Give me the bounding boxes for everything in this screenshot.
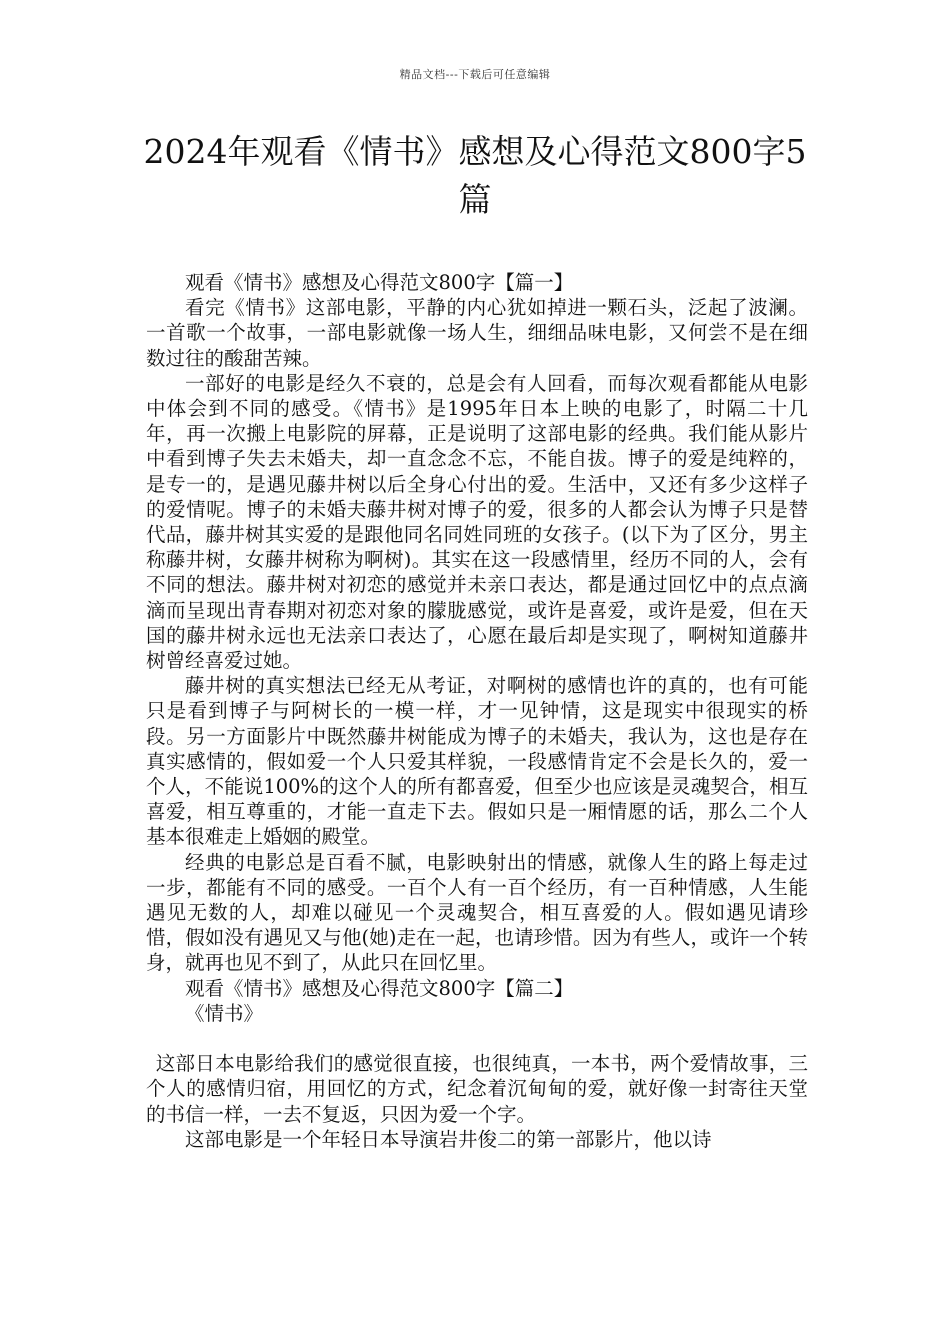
- blank-line: [146, 1026, 808, 1051]
- paragraph: 这部电影是一个年轻日本导演岩井俊二的第一部影片，他以诗: [185, 1127, 712, 1151]
- header-note: 精品文档---下载后可任意编辑: [399, 68, 551, 81]
- paragraph: 这部日本电影给我们的感觉很直接，也很纯真，一本书，两个爱情故事，三个人的感情归宿，用回忆的方式，纪念着沉甸甸的爱，就好像一封寄往天堂的书信一样，一去不复返，只因为爱一个字。: [146, 1052, 808, 1126]
- paragraph: 经典的电影总是百看不腻，电影映射出的情感，就像人生的路上每走过一步，都能有不同的感受。一百个人有一百个经历，有一百种情感，人生能遇见无数的人，却难以碰见一个灵魂契合，相互喜爱的人。假如遇见请珍惜，假如没有遇见又与他(她)走在一起，也请珍惜。因为有些人，或许一个转身，就再也见不到了，从此只在回忆里。: [146, 850, 808, 975]
- document-title: 2024年观看《情书》感想及心得范文800字5篇: [143, 132, 807, 219]
- section-1-heading: 观看《情书》感想及心得范文800字【篇一】: [185, 271, 574, 294]
- paragraph: 藤井树的真实想法已经无从考证，对啊树的感情也许的真的，也有可能只是看到博子与阿树长的一模一样，才一见钟情，这是现实中很现实的桥段。另一方面影片中既然藤井树能成为博子的未婚夫，我认为，这也是存在真实感情的，假如爱一个人只爱其样貌，一段感情肯定不会是长久的，爱一个人，不能说100%的这个人的所有都喜爱，但至少也应该是灵魂契合，相互喜爱，相互尊重的，才能一直走下去。假如只是一厢情愿的话，那么二个人基本很难走上婚姻的殿堂。: [146, 674, 808, 849]
- section-2-heading: 观看《情书》感想及心得范文800字【篇二】: [185, 976, 574, 1000]
- paragraph: 一部好的电影是经久不衰的，总是会有人回看，而每次观看都能从电影中体会到不同的感受。《情书》是1995年日本上映的电影了，时隔二十几年，再一次搬上电影院的屏幕，正是说明了这部电影的经典。我们能从影片中看到博子失去未婚夫，却一直念念不忘，不能自拔。博子的爱是纯粹的，是专一的，是遇见藤井树以后全身心付出的爱。生活中，又还有多少这样子的爱情呢。博子的未婚夫藤井树对博子的爱，很多的人都会认为博子只是替代品，藤井树其实爱的是跟他同名同姓同班的女孩子。(以下为了区分，男主称藤井树，女藤井树称为啊树)。其实在这一段感情里，经历不同的人，会有不同的想法。藤井树对初恋的感觉并未亲口表达，都是通过回忆中的点点滴滴而呈现出青春期对初恋对象的朦胧感觉，或许是喜爱，或许是爱，但在天国的藤井树永远也无法亲口表达了，心愿在最后却是实现了，啊树知道藤井树曾经喜爱过她。: [146, 371, 808, 673]
- section-2-subtitle: 《情书》: [185, 1001, 264, 1025]
- document-body: [146, 270, 808, 1152]
- paragraph: 看完《情书》这部电影，平静的内心犹如掉进一颗石头，泛起了波澜。一首歌一个故事，一部电影就像一场人生，细细品味电影，又何尝不是在细数过往的酸甜苦辣。: [146, 296, 808, 370]
